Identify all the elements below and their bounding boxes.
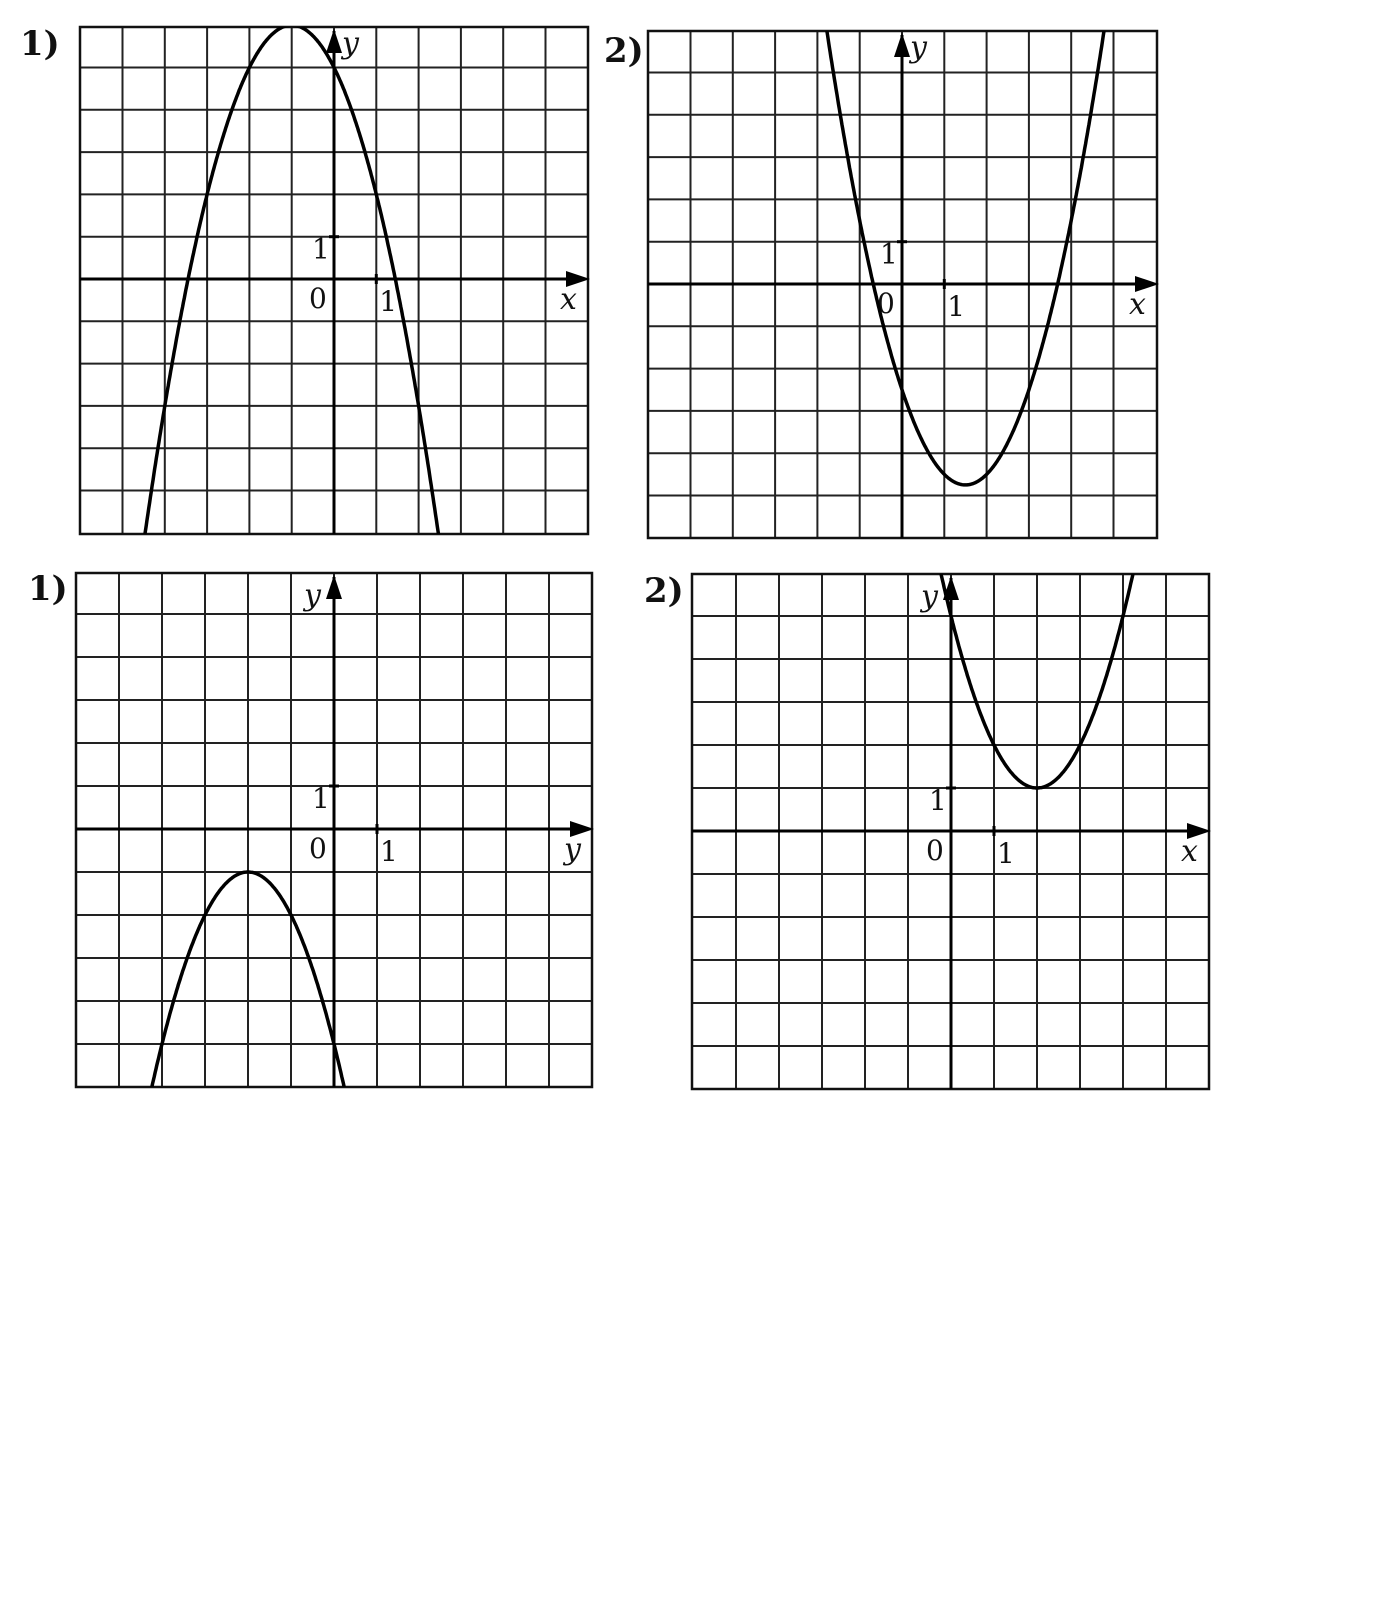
x-unit-label: 1 (379, 285, 398, 318)
x-axis-label: x (1181, 834, 1198, 869)
y-axis-label: y (304, 578, 321, 613)
y-unit-label: 1 (312, 232, 330, 266)
x-unit-label: 1 (997, 837, 1015, 870)
origin-label: 0 (309, 832, 327, 865)
graph-panel-2 (604, 0, 1198, 538)
y-axis-arrow-icon (326, 29, 342, 53)
panel-label: 1) (28, 569, 68, 609)
graph-panel-1 (20, 24, 630, 1608)
origin-label: 0 (926, 834, 944, 867)
x-unit-label: 1 (947, 290, 966, 323)
graph-panel-3 (28, 569, 635, 1608)
panel-label: 1) (20, 24, 60, 64)
x-axis-label: x (1129, 287, 1146, 322)
origin-label: 0 (309, 282, 327, 315)
y-unit-label: 1 (312, 782, 330, 815)
origin-label: 0 (877, 287, 895, 320)
x-axis-label: x (560, 282, 577, 317)
panel-label: 2) (644, 571, 684, 611)
y-axis-label: y (921, 579, 938, 614)
y-axis-arrow-icon (894, 33, 910, 57)
y-unit-label: 1 (880, 237, 898, 271)
y-axis-label: y (342, 26, 359, 61)
x-axis-label: y (564, 832, 581, 867)
graph-panel-4 (644, 0, 1252, 1089)
y-axis-arrow-icon (326, 575, 342, 599)
panel-label: 2) (604, 31, 644, 71)
x-unit-label: 1 (380, 835, 398, 868)
y-axis-label: y (910, 30, 927, 65)
y-unit-label: 1 (929, 784, 947, 817)
